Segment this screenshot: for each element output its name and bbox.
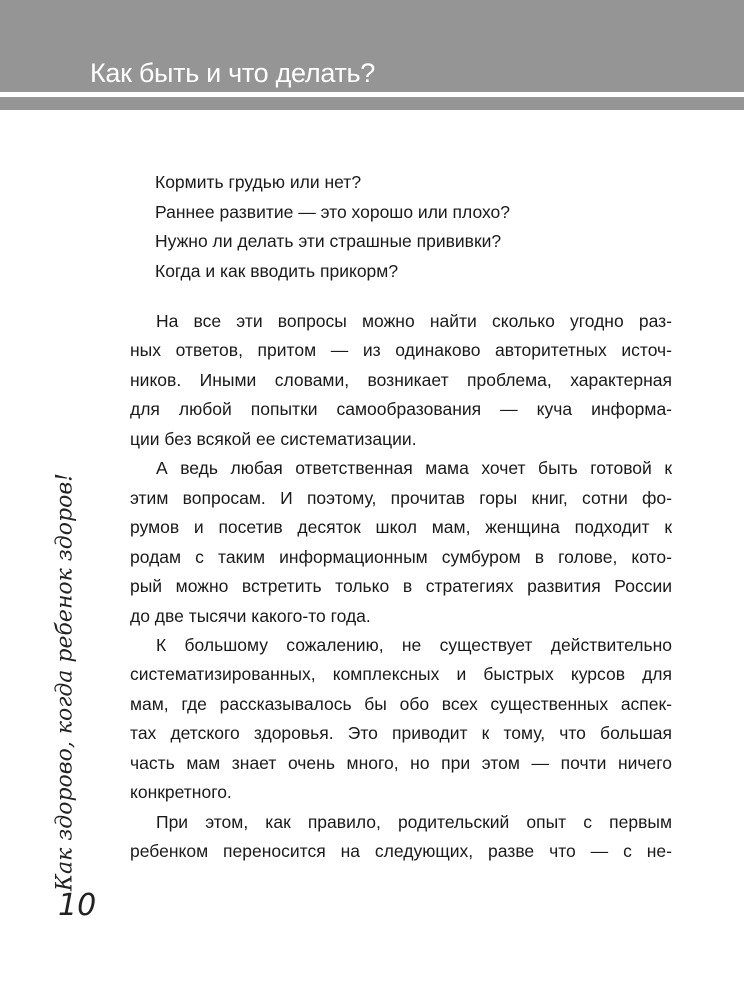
body-text	[130, 307, 672, 867]
question: Когда и как вводить прикорм?	[155, 260, 399, 281]
text-line: для любой попытки самообразования — куча информа-	[130, 399, 672, 420]
text-line: мам, где рассказывалось бы обо всех существенных аспек-	[130, 693, 672, 714]
text-line: На все эти вопросы можно найти сколько угодно раз-	[156, 311, 672, 331]
text-line: этим вопросам. И поэтому, прочитав горы книг, сотни фо-	[130, 487, 672, 508]
text-line: родам с таким информационным сумбуром в голове, кото-	[130, 546, 672, 567]
text-line: А ведь любая ответственная мама хочет быть готовой к	[156, 458, 672, 479]
text-line: рый можно встретить только в стратегиях развития России	[130, 576, 672, 597]
text-line: ных ответов, притом — из одинаково авторитетных источ-	[130, 340, 672, 361]
text-line: систематизированных, комплексных и быстрых курсов для	[130, 664, 672, 685]
header-stripe	[0, 97, 744, 110]
text-line: тах детского здоровья. Это приводит к тому, что большая	[130, 723, 672, 744]
text-line: При этом, как правило, родительский опыт с первым	[156, 811, 672, 832]
text-line: румов и посетив десяток школ мам, женщина подходит к	[130, 517, 672, 538]
text-line: К большому сожалению, не существует действительно	[156, 634, 672, 655]
text-line: ребенком переносится на следующих, разве что — с не-	[130, 841, 672, 862]
text-line: ции без всякой ее систематизации.	[130, 428, 417, 449]
question: Раннее развитие — это хорошо или плохо?	[155, 201, 510, 222]
text-line: ников. Иными словами, возникает проблема, характерная	[130, 369, 672, 390]
chapter-title: Как быть и что делать?	[90, 58, 375, 88]
question: Нужно ли делать эти страшные прививки?	[155, 231, 502, 251]
page-number: 10	[58, 888, 97, 923]
running-side-title: Как здорово, когда ребенок здоров!	[52, 473, 78, 891]
text-line: конкретного.	[130, 782, 232, 803]
question: Кормить грудью или нет?	[155, 172, 362, 192]
text-line: часть мам знает очень много, но при этом — почти ничего	[130, 752, 672, 773]
text-line: до две тысячи какого-то года.	[130, 605, 371, 626]
